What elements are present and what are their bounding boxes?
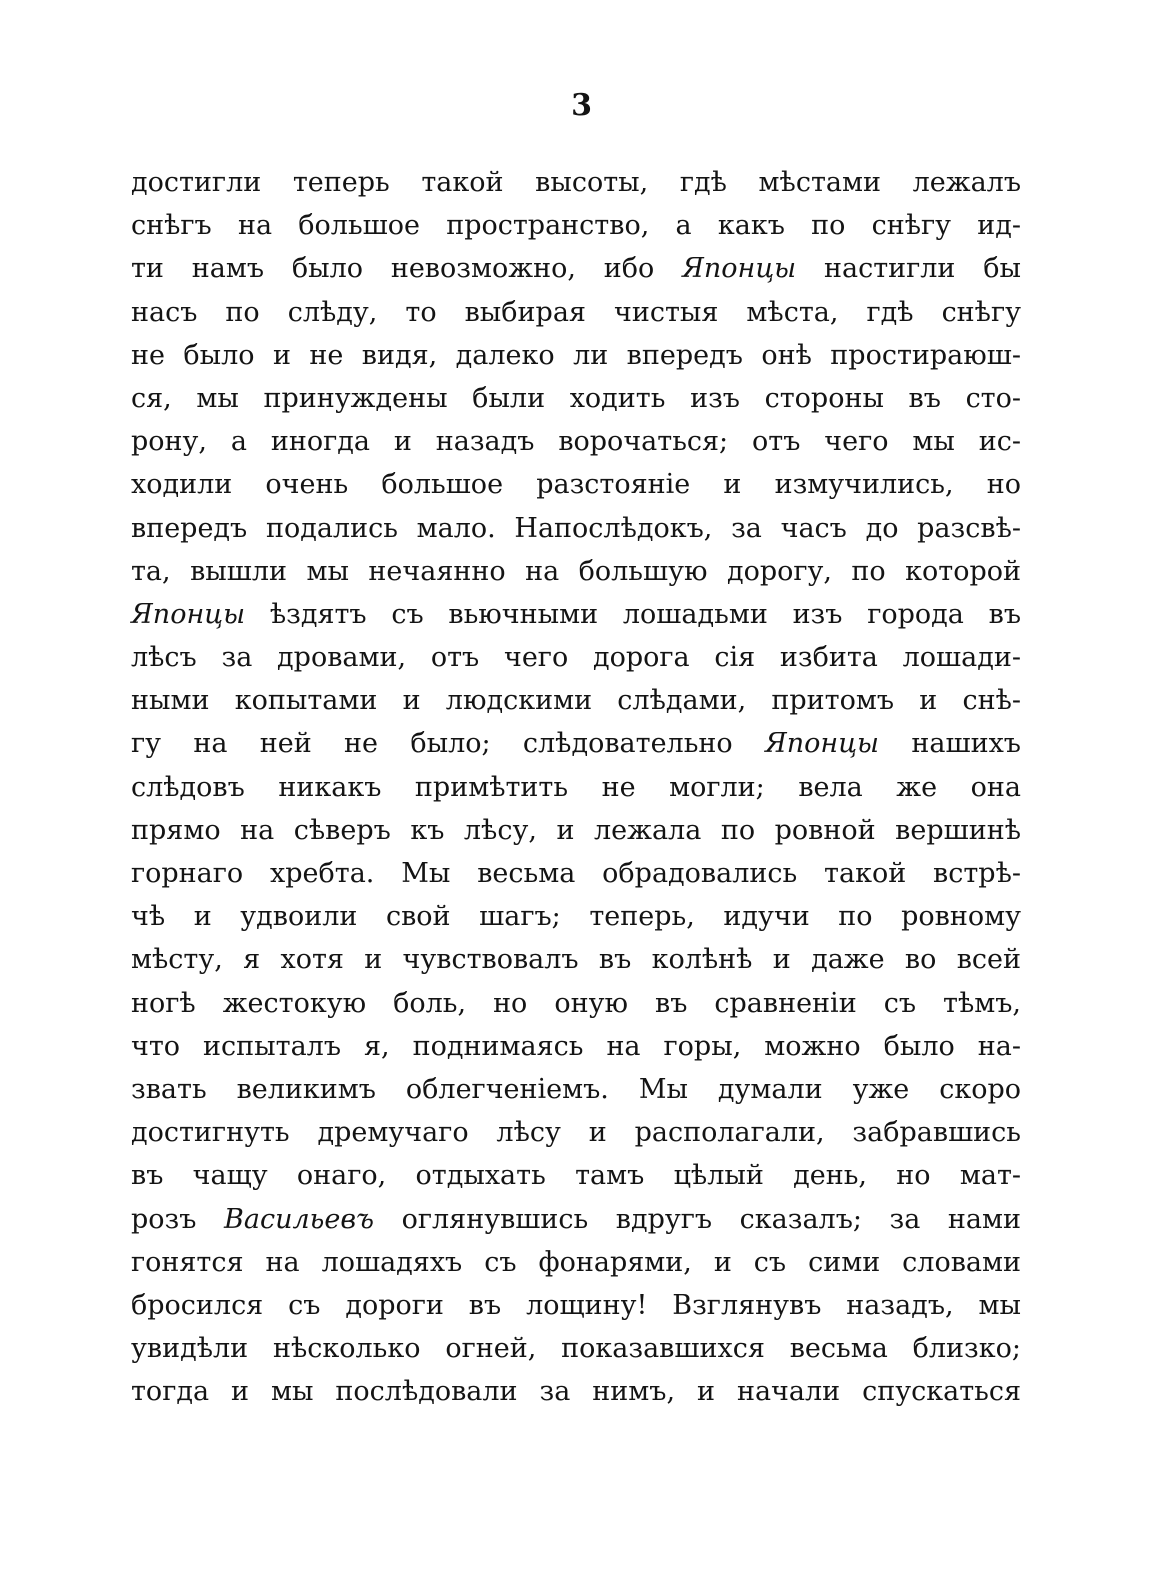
text-line: [131, 722, 1021, 765]
text-line: [131, 809, 1021, 852]
text-segment: гу на ней не было; слѣдовательно: [131, 728, 765, 760]
text-segment: оглянувшись вдругъ сказалъ; за нами: [374, 1203, 1022, 1235]
text-line: [131, 550, 1021, 593]
text-segment: прямо на сѣверъ къ лѣсу, и лежала по ровной вершинѣ: [131, 814, 1021, 846]
text-line: [131, 1327, 1021, 1370]
text-line: [131, 593, 1021, 636]
text-line: [131, 982, 1021, 1025]
text-line: [131, 1284, 1021, 1327]
text-line: [131, 291, 1021, 334]
text-segment: не было и не видя, далеко ли впередъ онѣ простираюш-: [131, 339, 1021, 371]
text-segment: насъ по слѣду, то выбирая чистыя мѣста, гдѣ снѣгу: [131, 296, 1021, 328]
text-line: [131, 161, 1021, 204]
text-line: [131, 420, 1021, 463]
text-segment: достигнуть дремучаго лѣсу и располагали, забравшись: [131, 1117, 1021, 1149]
text-line: [131, 1025, 1021, 1068]
text-segment: бросился съ дороги въ лощину! Взглянувъ назадъ, мы: [131, 1289, 1021, 1321]
text-segment: достигли теперь такой высоты, гдѣ мѣстами лежалъ: [131, 167, 1021, 198]
text-segment: ѣздятъ съ вьючными лошадьми изъ города въ: [245, 598, 1021, 630]
text-segment: настигли бы: [796, 253, 1021, 285]
italic-name: Японцы: [131, 598, 246, 630]
text-line: [131, 852, 1021, 895]
body-text: [131, 161, 1021, 1413]
text-segment: лѣсъ за дровами, отъ чего дорога сія избита лошади-: [131, 642, 1021, 674]
text-segment: мѣсту, я хотя и чувствовалъ въ колѣнѣ и даже во всей: [131, 944, 1021, 976]
text-line: [131, 204, 1021, 247]
text-segment: ти намъ было невозможно, ибо: [131, 253, 683, 285]
text-segment: розъ: [131, 1203, 225, 1235]
text-line: [131, 1198, 1021, 1241]
text-segment: что испыталъ я, поднимаясь на горы, можно было на-: [131, 1030, 1021, 1062]
text-segment: ходили очень большое разстояніе и измучились, но: [131, 469, 1021, 501]
text-segment: звать великимъ облегченіемъ. Мы думали уже скоро: [131, 1073, 1021, 1105]
page-number: 3: [571, 88, 592, 123]
text-line: [131, 766, 1021, 809]
text-line: [131, 1068, 1021, 1111]
text-line: [131, 247, 1021, 290]
text-line: [131, 679, 1021, 722]
text-line: [131, 1111, 1021, 1154]
text-segment: въ чащу онаго, отдыхать тамъ цѣлый день, но мат-: [131, 1160, 1021, 1192]
italic-name: Японцы: [764, 728, 880, 760]
text-segment: слѣдовъ никакъ примѣтить не могли; вела же она: [131, 771, 1021, 803]
text-line: [131, 507, 1021, 550]
text-line: [131, 334, 1021, 377]
text-line: [131, 938, 1021, 981]
italic-name: Васильевъ: [224, 1203, 375, 1235]
text-segment: ногѣ жестокую боль, но оную въ сравненіи съ тѣмъ,: [131, 987, 1021, 1019]
text-segment: тогда и мы послѣдовали за нимъ, и начали спускаться: [131, 1376, 1021, 1408]
text-segment: нашихъ: [879, 728, 1021, 760]
text-segment: горнаго хребта. Мы весьма обрадовались такой встрѣ-: [131, 858, 1021, 889]
text-line: [131, 636, 1021, 679]
text-segment: чѣ и удвоили свой шагъ; теперь, идучи по ровному: [131, 901, 1021, 933]
text-line: [131, 463, 1021, 506]
text-line: [131, 1241, 1021, 1284]
text-segment: впередъ подались мало. Напослѣдокъ, за часъ до разсвѣ-: [131, 512, 1021, 544]
text-segment: снѣгъ на большое пространство, а какъ по снѣгу ид-: [131, 210, 1021, 242]
text-segment: рону, а иногда и назадъ ворочаться; отъ чего мы ис-: [131, 426, 1021, 458]
text-segment: увидѣли нѣсколько огней, показавшихся весьма близко;: [131, 1333, 1021, 1365]
text-line: [131, 1370, 1021, 1413]
text-line: [131, 377, 1021, 420]
text-line: [131, 895, 1021, 938]
text-segment: та, вышли мы нечаянно на большую дорогу, по которой: [131, 555, 1021, 587]
text-line: [131, 1154, 1021, 1197]
text-segment: ся, мы принуждены были ходить изъ стороны въ сто-: [131, 382, 1021, 414]
italic-name: Японцы: [682, 253, 797, 285]
text-segment: гонятся на лошадяхъ съ фонарями, и съ сими словами: [131, 1246, 1021, 1278]
text-segment: ными копытами и людскими слѣдами, притомъ и снѣ-: [131, 685, 1021, 717]
